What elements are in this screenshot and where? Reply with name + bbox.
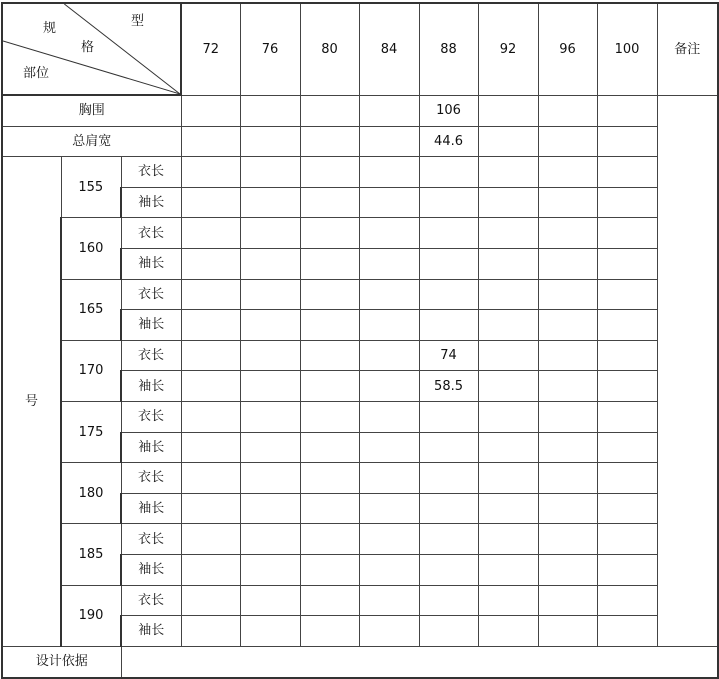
shoulder-label: 总肩宽 [2, 126, 181, 157]
sleeve-value-cell [181, 493, 240, 524]
length-value-cell [419, 279, 478, 310]
length-value-cell [478, 279, 538, 310]
table-row-length [2, 585, 718, 616]
sleeve-value-cell [597, 432, 657, 463]
length-label: 衣长 [121, 340, 181, 371]
sleeve-value-cell [181, 554, 240, 585]
sleeve-value-cell: 58.5 [419, 371, 478, 402]
length-value-cell [419, 218, 478, 249]
length-value-cell [181, 585, 240, 616]
length-value-cell [240, 463, 300, 494]
length-value-cell [240, 585, 300, 616]
length-value-cell [478, 157, 538, 188]
length-value-cell [240, 401, 300, 432]
length-value-cell [359, 585, 419, 616]
size-header-cell: 84 [359, 3, 419, 95]
sleeve-value-cell [181, 432, 240, 463]
chest-value-cell [478, 95, 538, 126]
remarks-cell [657, 95, 718, 646]
sleeve-value-cell [359, 616, 419, 647]
sleeve-label: 袖长 [121, 554, 181, 585]
length-label: 衣长 [121, 157, 181, 188]
table-row-length [2, 279, 718, 310]
length-value-cell [478, 524, 538, 555]
length-label: 衣长 [121, 218, 181, 249]
length-value-cell [359, 463, 419, 494]
sleeve-value-cell [597, 616, 657, 647]
sleeve-value-cell [538, 432, 597, 463]
size-spec-table [1, 2, 719, 679]
sleeve-value-cell [300, 554, 359, 585]
shoulder-value-cell [240, 126, 300, 157]
length-value-cell [181, 340, 240, 371]
sleeve-value-cell [240, 248, 300, 279]
length-label: 衣长 [121, 463, 181, 494]
length-value-cell [300, 585, 359, 616]
length-value-cell [538, 279, 597, 310]
shoulder-value-cell [359, 126, 419, 157]
sleeve-value-cell [359, 187, 419, 218]
height-cell: 185 [61, 524, 121, 585]
sleeve-value-cell [478, 371, 538, 402]
sleeve-value-cell [419, 432, 478, 463]
length-value-cell [300, 218, 359, 249]
sleeve-label: 袖长 [121, 371, 181, 402]
shoulder-value-cell [300, 126, 359, 157]
sleeve-value-cell [419, 554, 478, 585]
length-value-cell [181, 401, 240, 432]
sleeve-value-cell [597, 310, 657, 341]
sleeve-value-cell [300, 616, 359, 647]
sleeve-value-cell [597, 554, 657, 585]
length-value-cell [538, 463, 597, 494]
length-value-cell [181, 157, 240, 188]
sleeve-value-cell [300, 187, 359, 218]
shoulder-value-cell: 44.6 [419, 126, 478, 157]
length-value-cell [538, 524, 597, 555]
length-value-cell [597, 218, 657, 249]
sleeve-value-cell [181, 310, 240, 341]
size-header-cell: 88 [419, 3, 478, 95]
design-basis-label: 设计依据 [2, 646, 121, 678]
size-header-cell: 96 [538, 3, 597, 95]
table-row-basis [2, 646, 718, 678]
corner-label-ge: 格 [81, 40, 95, 55]
sleeve-value-cell [181, 616, 240, 647]
length-value-cell [419, 157, 478, 188]
length-value-cell [359, 401, 419, 432]
shoulder-value-cell [478, 126, 538, 157]
sleeve-value-cell [240, 310, 300, 341]
remarks-header-cell: 备注 [657, 3, 718, 95]
sleeve-value-cell [538, 187, 597, 218]
length-value-cell [419, 585, 478, 616]
design-basis-value [121, 646, 718, 678]
sleeve-value-cell [419, 310, 478, 341]
sleeve-value-cell [478, 493, 538, 524]
header-row [2, 3, 718, 95]
sleeve-label: 袖长 [121, 248, 181, 279]
size-header-cell: 100 [597, 3, 657, 95]
sleeve-value-cell [240, 432, 300, 463]
length-label: 衣长 [121, 401, 181, 432]
sleeve-value-cell [300, 371, 359, 402]
length-value-cell [478, 340, 538, 371]
chest-value-cell [538, 95, 597, 126]
length-value-cell [181, 463, 240, 494]
table-row-chest [2, 95, 718, 126]
height-cell: 190 [61, 585, 121, 646]
length-value-cell [597, 524, 657, 555]
shoulder-value-cell [181, 126, 240, 157]
length-value-cell [538, 340, 597, 371]
length-value-cell [181, 524, 240, 555]
sleeve-value-cell [538, 371, 597, 402]
length-value-cell [240, 157, 300, 188]
height-cell: 175 [61, 401, 121, 462]
sleeve-value-cell [359, 432, 419, 463]
length-value-cell [240, 218, 300, 249]
chest-value-cell [359, 95, 419, 126]
height-cell: 170 [61, 340, 121, 401]
diagonal-corner-cell [2, 3, 181, 95]
chest-value-cell [597, 95, 657, 126]
sleeve-value-cell [359, 371, 419, 402]
sleeve-label: 袖长 [121, 432, 181, 463]
chest-value-cell: 106 [419, 95, 478, 126]
sleeve-value-cell [359, 248, 419, 279]
length-value-cell [359, 340, 419, 371]
length-value-cell [419, 463, 478, 494]
hao-label: 号 [2, 157, 61, 647]
height-cell: 165 [61, 279, 121, 340]
sleeve-value-cell [240, 616, 300, 647]
sleeve-value-cell [419, 248, 478, 279]
sleeve-value-cell [597, 248, 657, 279]
size-header-cell: 92 [478, 3, 538, 95]
height-cell: 180 [61, 463, 121, 524]
size-header-cell: 72 [181, 3, 240, 95]
length-value-cell [597, 585, 657, 616]
sleeve-value-cell [300, 248, 359, 279]
corner-label-part: 部位 [23, 66, 50, 81]
length-value-cell [478, 463, 538, 494]
length-value-cell [300, 463, 359, 494]
corner-label-type: 型 [131, 14, 145, 29]
sleeve-value-cell [538, 493, 597, 524]
shoulder-value-cell [597, 126, 657, 157]
chest-value-cell [300, 95, 359, 126]
sleeve-value-cell [300, 493, 359, 524]
spec-sheet [1, 2, 719, 679]
length-value-cell [597, 463, 657, 494]
length-value-cell [478, 401, 538, 432]
length-value-cell [419, 401, 478, 432]
sleeve-value-cell [538, 554, 597, 585]
table-row-shoulder [2, 126, 718, 157]
sleeve-label: 袖长 [121, 493, 181, 524]
length-value-cell [538, 218, 597, 249]
length-value-cell [359, 218, 419, 249]
length-value-cell [538, 401, 597, 432]
sleeve-value-cell [597, 187, 657, 218]
length-value-cell [359, 524, 419, 555]
length-value-cell [240, 279, 300, 310]
size-header-cell: 80 [300, 3, 359, 95]
sleeve-label: 袖长 [121, 310, 181, 341]
sleeve-label: 袖长 [121, 187, 181, 218]
sleeve-value-cell [240, 493, 300, 524]
length-label: 衣长 [121, 585, 181, 616]
sleeve-value-cell [478, 432, 538, 463]
shoulder-value-cell [538, 126, 597, 157]
length-value-cell [597, 279, 657, 310]
size-header-cell: 76 [240, 3, 300, 95]
chest-value-cell [240, 95, 300, 126]
sleeve-value-cell [240, 554, 300, 585]
length-value-cell [538, 585, 597, 616]
length-value-cell [240, 340, 300, 371]
sleeve-value-cell [181, 371, 240, 402]
sleeve-value-cell [300, 310, 359, 341]
length-value-cell [300, 340, 359, 371]
chest-value-cell [181, 95, 240, 126]
length-value-cell [181, 279, 240, 310]
sleeve-value-cell [478, 187, 538, 218]
length-value-cell [419, 524, 478, 555]
length-label: 衣长 [121, 279, 181, 310]
table-row-length [2, 157, 718, 188]
length-value-cell [300, 279, 359, 310]
sleeve-value-cell [478, 554, 538, 585]
sleeve-value-cell [419, 187, 478, 218]
table-row-length [2, 401, 718, 432]
length-value-cell [359, 279, 419, 310]
sleeve-value-cell [478, 248, 538, 279]
length-value-cell [478, 585, 538, 616]
sleeve-value-cell [240, 371, 300, 402]
sleeve-value-cell [359, 310, 419, 341]
chest-label: 胸围 [2, 95, 181, 126]
length-value-cell [181, 218, 240, 249]
table-row-length [2, 463, 718, 494]
length-value-cell [359, 157, 419, 188]
sleeve-value-cell [478, 616, 538, 647]
sleeve-value-cell [597, 493, 657, 524]
sleeve-value-cell [359, 554, 419, 585]
sleeve-value-cell [240, 187, 300, 218]
length-value-cell [300, 401, 359, 432]
sleeve-label: 袖长 [121, 616, 181, 647]
sleeve-value-cell [419, 493, 478, 524]
length-value-cell [240, 524, 300, 555]
height-cell: 155 [61, 157, 121, 218]
length-label: 衣长 [121, 524, 181, 555]
sleeve-value-cell [359, 493, 419, 524]
sleeve-value-cell [597, 371, 657, 402]
sleeve-value-cell [300, 432, 359, 463]
sleeve-value-cell [538, 248, 597, 279]
length-value-cell [538, 157, 597, 188]
length-value-cell [597, 157, 657, 188]
length-value-cell: 74 [419, 340, 478, 371]
sleeve-value-cell [181, 187, 240, 218]
sleeve-value-cell [478, 310, 538, 341]
length-value-cell [300, 157, 359, 188]
length-value-cell [597, 340, 657, 371]
corner-label-gui: 规 [43, 21, 57, 36]
sleeve-value-cell [419, 616, 478, 647]
length-value-cell [300, 524, 359, 555]
sleeve-value-cell [538, 616, 597, 647]
length-value-cell [597, 401, 657, 432]
table-row-length [2, 524, 718, 555]
table-row-length [2, 218, 718, 249]
table-row-length [2, 340, 718, 371]
table-body [2, 3, 718, 678]
height-cell: 160 [61, 218, 121, 279]
sleeve-value-cell [181, 248, 240, 279]
sleeve-value-cell [538, 310, 597, 341]
length-value-cell [478, 218, 538, 249]
